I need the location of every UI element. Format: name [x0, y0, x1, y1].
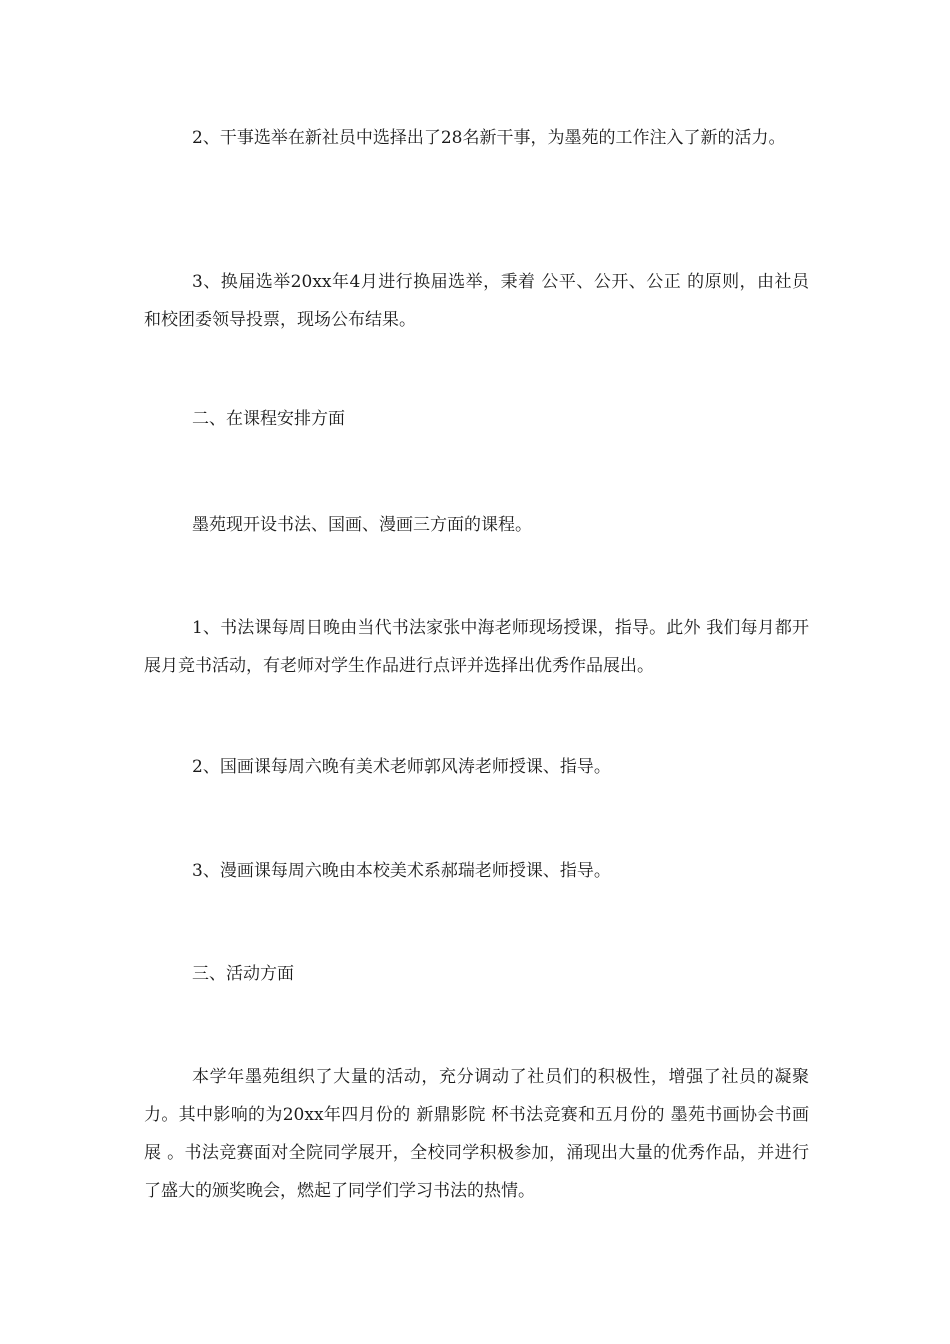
paragraph-painting-course: 2、国画课每周六晚有美术老师郭风涛老师授课、指导。 [192, 757, 611, 777]
paragraph-officer-election: 2、干事选举在新社员中选择出了28名新干事，为墨苑的工作注入了新的活力。 [192, 128, 786, 148]
paragraph-activities: 本学年墨苑组织了大量的活动，充分调动了社员们的积极性，增强了社员的凝聚力。其中影响的为20xx年四月份的 新鼎影院 杯书法竞赛和五月份的 墨苑书画协会书画展 。书法竞赛面对全院同学展开，全校同学积极参加，涌现出大量的优秀作品，并进行了盛大的颁奖晚会，燃起了同学们学习书法的热情。 [144, 1067, 809, 1201]
section-heading-activities: 三、活动方面 [192, 964, 294, 984]
paragraph-comic-course: 3、漫画课每周六晚由本校美术系郝瑞老师授课、指导。 [192, 861, 611, 881]
paragraph-courses-intro: 墨苑现开设书法、国画、漫画三方面的课程。 [192, 515, 532, 535]
paragraph-calligraphy-course: 1、书法课每周日晚由当代书法家张中海老师现场授课，指导。此外 我们每月都开展月竞书活动，有老师对学生作品进行点评并选择出优秀作品展出。 [144, 618, 809, 676]
section-heading-courses: 二、在课程安排方面 [192, 409, 345, 429]
paragraph-term-election: 3、换届选举20xx年4月进行换届选举，秉着 公平、公开、公正 的原则，由社员和校团委领导投票，现场公布结果。 [144, 272, 809, 330]
